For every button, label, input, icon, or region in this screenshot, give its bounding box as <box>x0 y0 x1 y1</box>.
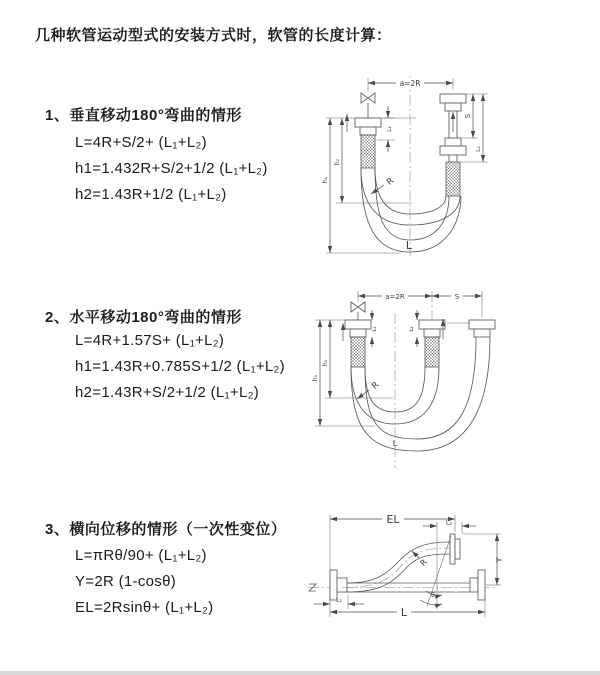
right-pipe-fitting <box>469 320 495 337</box>
dim-label-length: L <box>405 239 413 252</box>
dim-label-s: S <box>464 113 472 119</box>
left-pipe-fitting <box>355 118 381 168</box>
section-2-heading: 2、水平移动180°弯曲的情形 <box>45 309 242 326</box>
dimension-l2 <box>423 519 476 542</box>
dim-label-theta: θ <box>431 592 435 599</box>
dimension-l <box>330 600 485 619</box>
section-1-heading: 1、垂直移动180°弯曲的情形 <box>45 107 242 124</box>
diagram-lateral-displacement <box>300 505 600 650</box>
dim-label-s: S <box>454 293 460 301</box>
dimension-l1 <box>372 310 378 347</box>
diagram-vertical-180-bend <box>300 68 585 263</box>
braid-section <box>361 135 375 168</box>
dim-label-h2: h₂ <box>322 359 329 367</box>
radius-callout <box>412 551 429 568</box>
dim-label-h2: h₂ <box>334 158 341 166</box>
section-2-formula-h2: h2=1.43R+S/2+1/2 (L₁+L₂) <box>75 384 260 401</box>
dimension-s <box>432 291 482 301</box>
scan-edge <box>0 671 600 675</box>
middle-pipe-fitting <box>419 320 445 367</box>
dim-label-l1: L₁ <box>372 326 378 332</box>
dim-label-y: Y <box>495 557 504 563</box>
dim-label-el: EL <box>386 513 400 526</box>
dim-label-length: L <box>392 439 398 448</box>
dim-label-h1: h₁ <box>322 176 329 184</box>
right-pipe-fitting <box>440 94 466 196</box>
section-1-formula-h2: h2=1.43R+1/2 (L₁+L₂) <box>75 186 227 203</box>
dim-label-a2r: a=2R <box>385 293 405 301</box>
valve-icon <box>361 93 375 118</box>
dim-label-length: L <box>400 606 408 619</box>
section-1-formula-h1: h1=1.432R+S/2+1/2 (L₁+L₂) <box>75 160 268 177</box>
section-3-formula-l: L=πRθ/90+ (L₁+L₂) <box>75 547 207 564</box>
radius-construction <box>420 536 451 609</box>
left-flange <box>330 570 347 600</box>
section-3-formula-el: EL=2Rsinθ+ (L₁+L₂) <box>75 599 214 616</box>
dimension-a2r <box>368 78 453 92</box>
braid-section <box>351 337 365 367</box>
section-3-formula-y: Y=2R (1-cosθ) <box>75 573 177 590</box>
section-2-formula-l: L=4R+1.57S+ (L₁+L₂) <box>75 332 225 349</box>
dim-label-l1: L₁ <box>336 597 342 604</box>
right-flange <box>470 570 485 600</box>
dimension-l2 <box>475 94 483 162</box>
upper-flange <box>450 534 460 564</box>
hose-displaced-position <box>342 542 450 592</box>
hose-curves <box>351 337 490 451</box>
document-title: 几种软管运动型式的安装方式时，软管的长度计算： <box>35 27 392 44</box>
dimension-l1 <box>314 595 364 609</box>
braid-section <box>425 337 439 367</box>
dimension-l1 <box>377 106 395 152</box>
section-3-heading: 3、横向位移的情形（一次性变位） <box>45 521 287 538</box>
dim-label-h1: h₁ <box>312 374 319 382</box>
dimension-l2 <box>409 310 417 347</box>
valve-icon <box>351 302 365 320</box>
dim-label-l2: L₂ <box>409 326 415 332</box>
dim-label-l1: L₁ <box>386 126 393 132</box>
left-pipe-fitting <box>345 320 371 367</box>
section-2-formula-h1: h1=1.43R+0.785S+1/2 (L₁+L₂) <box>75 358 285 375</box>
dimension-el <box>330 512 455 617</box>
dim-label-r: R <box>385 176 397 188</box>
dim-label-r: R <box>418 557 429 568</box>
dim-label-l2: L₂ <box>445 518 453 527</box>
dim-label-l2: L₂ <box>475 146 482 152</box>
braid-section <box>446 162 460 196</box>
dimension-a2r <box>358 291 482 317</box>
diagram-horizontal-180-bend <box>305 283 595 473</box>
dim-label-r: R <box>370 380 382 392</box>
dim-label-a2r: a=2R <box>399 79 421 88</box>
section-1-formula-l: L=4R+S/2+ (L₁+L₂) <box>75 134 207 151</box>
